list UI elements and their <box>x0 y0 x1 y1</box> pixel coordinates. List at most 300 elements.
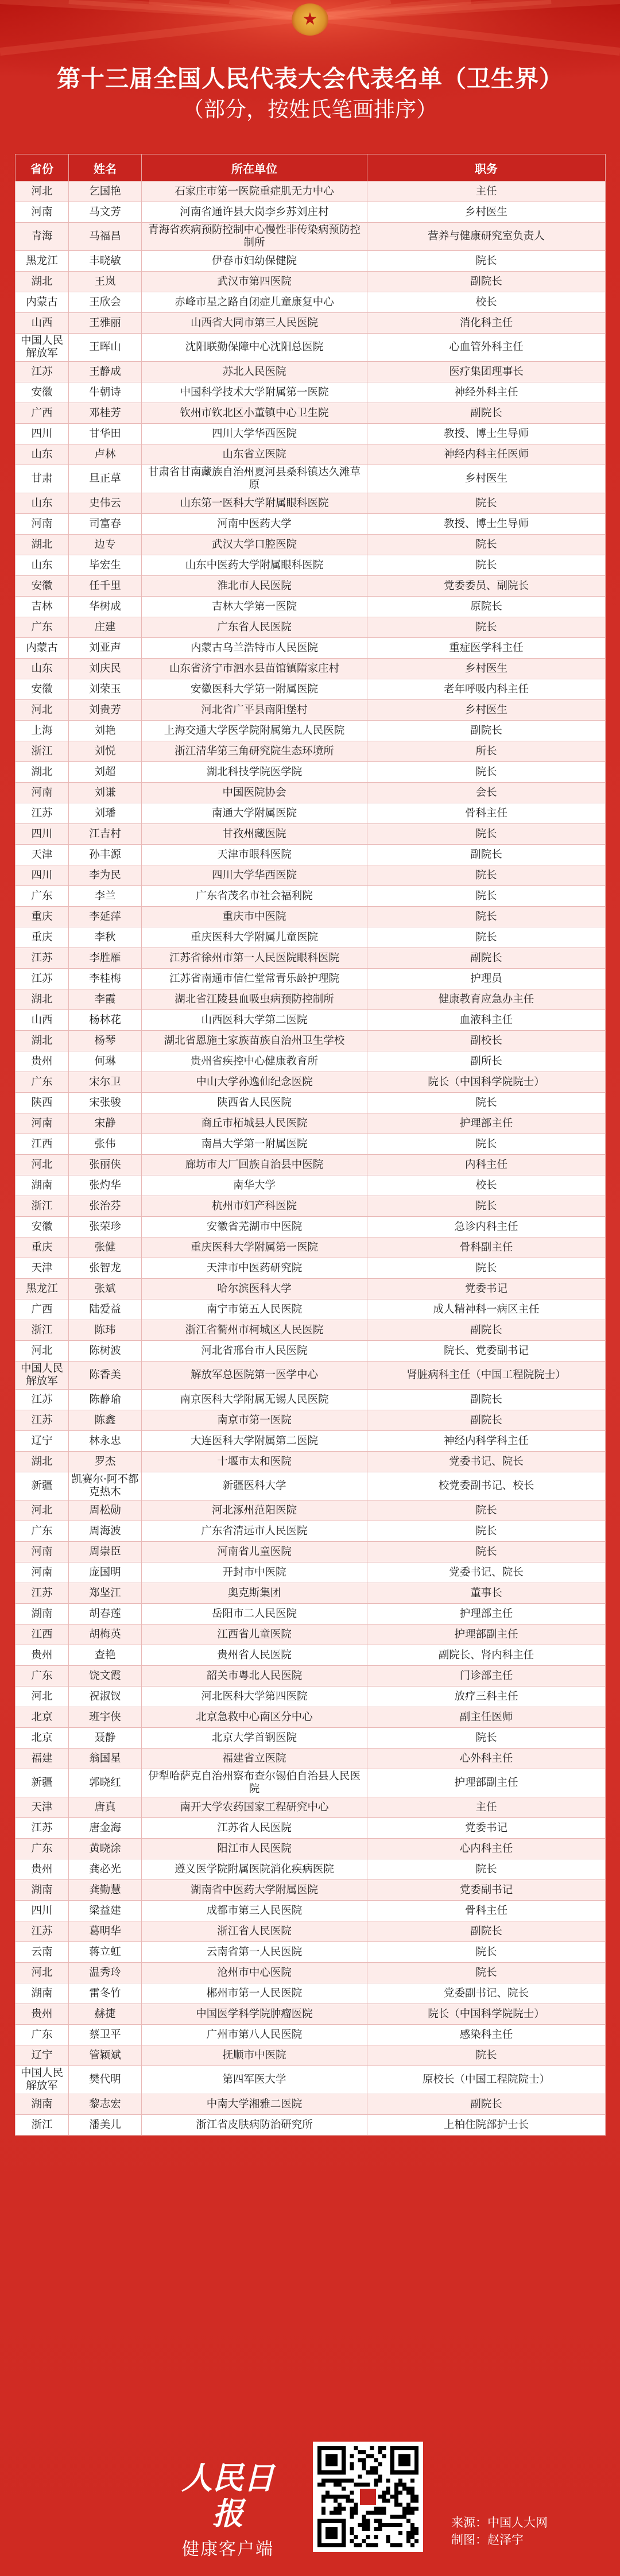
cell-province: 安徽 <box>16 576 69 597</box>
cell-province: 山东 <box>16 659 69 679</box>
cell-province: 山西 <box>16 1010 69 1031</box>
cell-province: 浙江 <box>16 2115 69 2136</box>
cell-name: 王晖山 <box>69 334 142 362</box>
cell-province: 新疆 <box>16 1472 69 1500</box>
cell-province: 湖南 <box>16 2094 69 2115</box>
cell-name: 张健 <box>69 1237 142 1258</box>
cell-position: 院长 <box>367 907 606 927</box>
cell-unit: 甘肃省甘南藏族自治州夏河县桑科镇达久滩草原 <box>142 465 367 493</box>
cell-name: 刘艳 <box>69 721 142 741</box>
table-row <box>16 1839 606 1859</box>
cell-unit: 南京市第一医院 <box>142 1410 367 1431</box>
cell-unit: 中国医学科学院肿瘤医院 <box>142 2004 367 2025</box>
cell-name: 马福昌 <box>69 223 142 251</box>
cell-name: 史伟云 <box>69 493 142 514</box>
cell-name: 刘谦 <box>69 783 142 803</box>
cell-province: 河南 <box>16 1542 69 1562</box>
cell-position: 校长 <box>367 1175 606 1196</box>
cell-province: 江苏 <box>16 803 69 824</box>
table-row <box>16 555 606 576</box>
cell-position: 神经内科主任医师 <box>367 444 606 465</box>
cell-position: 副院长、肾内科主任 <box>367 1645 606 1666</box>
table-row <box>16 362 606 382</box>
cell-province: 河北 <box>16 1500 69 1521</box>
cell-name: 毕宏生 <box>69 555 142 576</box>
cell-province: 中国人民解放军 <box>16 334 69 362</box>
cell-position: 党委副书记 <box>367 1880 606 1901</box>
cell-position: 教授、博士生导师 <box>367 424 606 444</box>
table-row <box>16 1562 606 1583</box>
cell-name: 张伟 <box>69 1134 142 1155</box>
cell-province: 河南 <box>16 1562 69 1583</box>
cell-position: 副主任医师 <box>367 1707 606 1728</box>
cell-position: 院长 <box>367 1093 606 1113</box>
cell-unit: 淮北市人民医院 <box>142 576 367 597</box>
credits <box>451 2514 548 2548</box>
cell-position: 党委委员、副院长 <box>367 576 606 597</box>
cell-unit: 重庆医科大学附属儿童医院 <box>142 927 367 948</box>
cell-position: 营养与健康研究室负责人 <box>367 223 606 251</box>
cell-unit: 江苏省徐州市第一人民医院眼科医院 <box>142 948 367 969</box>
table-row <box>16 1645 606 1666</box>
cell-unit: 湖北省恩施土家族苗族自治州卫生学校 <box>142 1031 367 1051</box>
cell-unit: 沈阳联勤保障中心沈阳总医院 <box>142 334 367 362</box>
table-row <box>16 1472 606 1500</box>
cell-unit: 福建省立医院 <box>142 1749 367 1769</box>
cell-province: 江西 <box>16 1134 69 1155</box>
cell-unit: 遵义医学院附属医院消化疾病医院 <box>142 1859 367 1880</box>
table-row <box>16 1687 606 1707</box>
cell-position: 校党委副书记、校长 <box>367 1472 606 1500</box>
cell-name: 江吉村 <box>69 824 142 845</box>
table-row <box>16 1942 606 1963</box>
national-emblem-icon: ★ <box>292 3 328 36</box>
cell-name: 王静成 <box>69 362 142 382</box>
cell-unit: 天津市眼科医院 <box>142 845 367 865</box>
qr-code-icon <box>317 2446 418 2547</box>
cell-name: 张丽侠 <box>69 1155 142 1175</box>
table-row <box>16 1604 606 1624</box>
cell-unit: 第四军医大学 <box>142 2066 367 2094</box>
cell-province: 浙江 <box>16 1196 69 1217</box>
cell-province: 安徽 <box>16 1217 69 1237</box>
cell-province: 山西 <box>16 313 69 334</box>
table-row <box>16 272 606 292</box>
cell-name: 王岚 <box>69 272 142 292</box>
cell-unit: 南华大学 <box>142 1175 367 1196</box>
cell-unit: 河南中医药大学 <box>142 514 367 535</box>
cell-position: 院长 <box>367 927 606 948</box>
cell-unit: 武汉市第四医院 <box>142 272 367 292</box>
cell-unit: 赤峰市星之路自闭症儿童康复中心 <box>142 292 367 313</box>
cell-position: 原校长（中国工程院院士） <box>367 2066 606 2094</box>
cell-province: 湖南 <box>16 1604 69 1624</box>
cell-name: 郭晓红 <box>69 1769 142 1797</box>
cell-position: 重症医学科主任 <box>367 638 606 659</box>
cell-name: 雷冬竹 <box>69 1983 142 2004</box>
cell-name: 蒋立虹 <box>69 1942 142 1963</box>
cell-position: 院长 <box>367 1728 606 1749</box>
cell-position: 护理部主任 <box>367 1604 606 1624</box>
table-row <box>16 1299 606 1320</box>
cell-province: 辽宁 <box>16 1431 69 1452</box>
table-row <box>16 202 606 223</box>
cell-province: 新疆 <box>16 1769 69 1797</box>
cell-unit: 北京大学首钢医院 <box>142 1728 367 1749</box>
cell-unit: 哈尔滨医科大学 <box>142 1279 367 1299</box>
cell-position: 副院长 <box>367 845 606 865</box>
cell-province: 浙江 <box>16 741 69 762</box>
cell-unit: 解放军总医院第一医学中心 <box>142 1362 367 1390</box>
cell-name: 周松勋 <box>69 1500 142 1521</box>
table-row <box>16 1390 606 1410</box>
cell-unit: 湖南省中医药大学附属医院 <box>142 1880 367 1901</box>
cell-unit: 山东省立医院 <box>142 444 367 465</box>
table-row <box>16 907 606 927</box>
cell-unit: 江苏省人民医院 <box>142 1818 367 1839</box>
cell-name: 陈树波 <box>69 1341 142 1362</box>
cell-position: 院长 <box>367 1542 606 1562</box>
table-row <box>16 1258 606 1279</box>
column-header-position: 职务 <box>367 154 606 181</box>
column-header-unit: 所在单位 <box>142 154 367 181</box>
cell-name: 丰晓敏 <box>69 251 142 272</box>
cell-name: 聂静 <box>69 1728 142 1749</box>
table-row <box>16 1707 606 1728</box>
cell-unit: 湖北科技学院医学院 <box>142 762 367 783</box>
logo-text: 人民日报 <box>181 2459 274 2532</box>
cell-name: 周海波 <box>69 1521 142 1542</box>
cell-position: 党委书记、院长 <box>367 1452 606 1472</box>
cell-position: 消化科主任 <box>367 313 606 334</box>
cell-name: 李秋 <box>69 927 142 948</box>
table-row <box>16 1072 606 1093</box>
cell-position: 院长 <box>367 535 606 555</box>
cell-unit: 中南大学湘雅二医院 <box>142 2094 367 2115</box>
cell-name: 庄建 <box>69 617 142 638</box>
cell-province: 广东 <box>16 1839 69 1859</box>
cell-province: 天津 <box>16 1797 69 1818</box>
table-row <box>16 1880 606 1901</box>
cell-name: 周崇臣 <box>69 1542 142 1562</box>
cell-unit: 苏北人民医院 <box>142 362 367 382</box>
cell-name: 乞国艳 <box>69 181 142 202</box>
cell-province: 云南 <box>16 1942 69 1963</box>
cell-position: 院长（中国科学院院士） <box>367 2004 606 2025</box>
cell-position: 院长 <box>367 555 606 576</box>
table-row <box>16 223 606 251</box>
cell-unit: 山东第一医科大学附属眼科医院 <box>142 493 367 514</box>
cell-position: 副院长 <box>367 1410 606 1431</box>
cell-position: 副所长 <box>367 1051 606 1072</box>
cell-position: 院长 <box>367 1942 606 1963</box>
cell-position: 院长 <box>367 1500 606 1521</box>
cell-unit: 广东省人民医院 <box>142 617 367 638</box>
cell-unit: 重庆市中医院 <box>142 907 367 927</box>
cell-unit: 阳江市人民医院 <box>142 1839 367 1859</box>
table-row <box>16 2045 606 2066</box>
table-row <box>16 181 606 202</box>
table-row <box>16 576 606 597</box>
cell-name: 华树成 <box>69 597 142 617</box>
cell-name: 司富春 <box>69 514 142 535</box>
cell-position: 血液科主任 <box>367 1010 606 1031</box>
cell-position: 门诊部主任 <box>367 1666 606 1687</box>
deputies-table <box>15 154 606 2136</box>
cell-unit: 青海省疾病预防控制中心慢性非传染病预防控制所 <box>142 223 367 251</box>
table-row <box>16 741 606 762</box>
cell-unit: 湖北省江陵县血吸虫病预防控制所 <box>142 989 367 1010</box>
cell-position: 副院长 <box>367 2094 606 2115</box>
cell-position: 副院长 <box>367 1921 606 1942</box>
table-row <box>16 927 606 948</box>
cell-name: 唐金海 <box>69 1818 142 1839</box>
cell-province: 四川 <box>16 424 69 444</box>
table-row <box>16 679 606 700</box>
cell-position: 副院长 <box>367 948 606 969</box>
table-row <box>16 292 606 313</box>
cell-name: 张灼华 <box>69 1175 142 1196</box>
cell-province: 河北 <box>16 1963 69 1983</box>
cell-province: 广东 <box>16 2025 69 2045</box>
cell-position: 副院长 <box>367 1320 606 1341</box>
cell-position: 院长 <box>367 1258 606 1279</box>
cell-unit: 韶关市粤北人民医院 <box>142 1666 367 1687</box>
cell-position: 心内科主任 <box>367 1839 606 1859</box>
cell-province: 安徽 <box>16 382 69 403</box>
cell-position: 骨科主任 <box>367 1901 606 1921</box>
cell-position: 心外科主任 <box>367 1749 606 1769</box>
cell-position: 护理部主任 <box>367 1113 606 1134</box>
cell-province: 重庆 <box>16 1237 69 1258</box>
cell-unit: 江西省儿童医院 <box>142 1624 367 1645</box>
cell-name: 陈香美 <box>69 1362 142 1390</box>
cell-province: 四川 <box>16 865 69 886</box>
cell-province: 河南 <box>16 514 69 535</box>
cell-province: 江苏 <box>16 1390 69 1410</box>
cell-name: 陈静瑜 <box>69 1390 142 1410</box>
deputies-table-wrapper <box>15 154 605 2136</box>
table-row <box>16 2115 606 2136</box>
table-body <box>16 181 606 2136</box>
cell-position: 院长 <box>367 251 606 272</box>
cell-province: 河南 <box>16 783 69 803</box>
cell-position: 副院长 <box>367 272 606 292</box>
cell-unit: 南通大学附属医院 <box>142 803 367 824</box>
cell-position: 护理部副主任 <box>367 1624 606 1645</box>
cell-province: 广东 <box>16 1072 69 1093</box>
cell-province: 北京 <box>16 1707 69 1728</box>
cell-position: 教授、博士生导师 <box>367 514 606 535</box>
cell-unit: 钦州市钦北区小董镇中心卫生院 <box>142 403 367 424</box>
cell-position: 院长 <box>367 1521 606 1542</box>
producer-text: 制图：赵泽宇 <box>451 2533 524 2547</box>
cell-name: 刘悦 <box>69 741 142 762</box>
table-row <box>16 1010 606 1031</box>
cell-position: 老年呼吸内科主任 <box>367 679 606 700</box>
cell-position: 健康教育应急办主任 <box>367 989 606 1010</box>
cell-province: 中国人民解放军 <box>16 1362 69 1390</box>
cell-province: 天津 <box>16 845 69 865</box>
cell-name: 张斌 <box>69 1279 142 1299</box>
table-row <box>16 721 606 741</box>
table-row <box>16 783 606 803</box>
cell-unit: 天津市中医药研究院 <box>142 1258 367 1279</box>
cell-position: 党委副书记、院长 <box>367 1983 606 2004</box>
cell-position: 神经外科主任 <box>367 382 606 403</box>
cell-province: 湖南 <box>16 1880 69 1901</box>
cell-position: 主任 <box>367 1797 606 1818</box>
cell-unit: 四川大学华西医院 <box>142 424 367 444</box>
table-row <box>16 1155 606 1175</box>
table-header-row <box>16 154 606 181</box>
cell-name: 旦正草 <box>69 465 142 493</box>
cell-position: 副院长 <box>367 721 606 741</box>
cell-province: 山东 <box>16 444 69 465</box>
cell-name: 胡梅英 <box>69 1624 142 1645</box>
cell-position: 院长 <box>367 617 606 638</box>
cell-province: 青海 <box>16 223 69 251</box>
cell-unit: 陕西省人民医院 <box>142 1093 367 1113</box>
cell-position: 院长 <box>367 2045 606 2066</box>
cell-name: 刘荣玉 <box>69 679 142 700</box>
cell-name: 郑坚江 <box>69 1583 142 1604</box>
cell-unit: 内蒙古乌兰浩特市人民医院 <box>142 638 367 659</box>
cell-position: 心血管外科主任 <box>367 334 606 362</box>
cell-province: 湖北 <box>16 762 69 783</box>
cell-name: 陈鑫 <box>69 1410 142 1431</box>
cell-position: 骨科副主任 <box>367 1237 606 1258</box>
table-row <box>16 659 606 679</box>
cell-unit: 石家庄市第一医院重症肌无力中心 <box>142 181 367 202</box>
cell-position: 放疗三科主任 <box>367 1687 606 1707</box>
cell-province: 安徽 <box>16 679 69 700</box>
cell-position: 董事长 <box>367 1583 606 1604</box>
cell-province: 江苏 <box>16 1583 69 1604</box>
cell-unit: 甘孜州藏医院 <box>142 824 367 845</box>
cell-province: 黑龙江 <box>16 1279 69 1299</box>
table-row <box>16 1749 606 1769</box>
cell-province: 河北 <box>16 1341 69 1362</box>
cell-name: 何琳 <box>69 1051 142 1072</box>
cell-unit: 北京急救中心南区分中心 <box>142 1707 367 1728</box>
cell-name: 翁国星 <box>69 1749 142 1769</box>
cell-name: 梁益建 <box>69 1901 142 1921</box>
cell-province: 上海 <box>16 721 69 741</box>
cell-position: 党委书记 <box>367 1279 606 1299</box>
table-row <box>16 1431 606 1452</box>
cell-position: 乡村医生 <box>367 700 606 721</box>
cell-name: 张智龙 <box>69 1258 142 1279</box>
cell-position: 骨科主任 <box>367 803 606 824</box>
cell-province: 广东 <box>16 886 69 907</box>
cell-unit: 奥克斯集团 <box>142 1583 367 1604</box>
cell-name: 宋张骏 <box>69 1093 142 1113</box>
cell-unit: 抚顺市中医院 <box>142 2045 367 2066</box>
cell-name: 黎志宏 <box>69 2094 142 2115</box>
table-row <box>16 313 606 334</box>
cell-unit: 河南省儿童医院 <box>142 1542 367 1562</box>
cell-name: 刘亚声 <box>69 638 142 659</box>
cell-name: 李桂梅 <box>69 969 142 989</box>
page-title: 第十三届全国人民代表大会代表名单（卫生界） <box>57 65 563 92</box>
source-text: 来源：中国人大网 <box>451 2516 548 2529</box>
cell-unit: 安徽医科大学第一附属医院 <box>142 679 367 700</box>
cell-unit: 山东中医药大学附属眼科医院 <box>142 555 367 576</box>
people-daily-logo <box>168 2460 288 2560</box>
cell-unit: 云南省第一人民医院 <box>142 1942 367 1963</box>
cell-name: 陈玮 <box>69 1320 142 1341</box>
cell-unit: 开封市中医院 <box>142 1562 367 1583</box>
table-row <box>16 886 606 907</box>
cell-unit: 商丘市柘城县人民医院 <box>142 1113 367 1134</box>
cell-province: 浙江 <box>16 1320 69 1341</box>
table-row <box>16 1797 606 1818</box>
cell-name: 李胜雁 <box>69 948 142 969</box>
cell-position: 主任 <box>367 181 606 202</box>
table-row <box>16 1113 606 1134</box>
cell-name: 刘超 <box>69 762 142 783</box>
cell-province: 湖北 <box>16 1031 69 1051</box>
cell-name: 李延萍 <box>69 907 142 927</box>
cell-province: 内蒙古 <box>16 292 69 313</box>
cell-name: 刘璠 <box>69 803 142 824</box>
cell-name: 陆爱益 <box>69 1299 142 1320</box>
table-row <box>16 424 606 444</box>
cell-province: 贵州 <box>16 1859 69 1880</box>
cell-name: 牛朝诗 <box>69 382 142 403</box>
table-row <box>16 1237 606 1258</box>
cell-name: 林永忠 <box>69 1431 142 1452</box>
cell-unit: 武汉大学口腔医院 <box>142 535 367 555</box>
cell-name: 任千里 <box>69 576 142 597</box>
cell-name: 温秀玲 <box>69 1963 142 1983</box>
table-row <box>16 1279 606 1299</box>
cell-province: 江苏 <box>16 1921 69 1942</box>
cell-name: 马文芳 <box>69 202 142 223</box>
cell-unit: 浙江省人民医院 <box>142 1921 367 1942</box>
cell-province: 广东 <box>16 617 69 638</box>
table-row <box>16 2094 606 2115</box>
cell-name: 宋尔卫 <box>69 1072 142 1093</box>
cell-position: 护理部副主任 <box>367 1769 606 1797</box>
cell-province: 甘肃 <box>16 465 69 493</box>
cell-position: 会长 <box>367 783 606 803</box>
cell-province: 广西 <box>16 1299 69 1320</box>
cell-name: 唐真 <box>69 1797 142 1818</box>
cell-unit: 廊坊市大厂回族自治县中医院 <box>142 1155 367 1175</box>
table-row <box>16 1134 606 1155</box>
cell-unit: 杭州市妇产科医院 <box>142 1196 367 1217</box>
cell-name: 黄晓涂 <box>69 1839 142 1859</box>
cell-unit: 伊春市妇幼保健院 <box>142 251 367 272</box>
cell-unit: 沧州市中心医院 <box>142 1963 367 1983</box>
cell-unit: 江苏省南通市信仁堂常青乐龄护理院 <box>142 969 367 989</box>
table-row <box>16 535 606 555</box>
table-row <box>16 1666 606 1687</box>
cell-position: 急诊内科主任 <box>367 1217 606 1237</box>
cell-unit: 重庆医科大学附属第一医院 <box>142 1237 367 1258</box>
cell-unit: 广东省茂名市社会福利院 <box>142 886 367 907</box>
cell-position: 党委书记、院长 <box>367 1562 606 1583</box>
cell-name: 王雅丽 <box>69 313 142 334</box>
cell-unit: 浙江省皮肤病防治研究所 <box>142 2115 367 2136</box>
cell-province: 山东 <box>16 493 69 514</box>
cell-unit: 河北涿州范阳医院 <box>142 1500 367 1521</box>
cell-position: 院长、党委副书记 <box>367 1341 606 1362</box>
cell-province: 河北 <box>16 181 69 202</box>
cell-name: 孙丰源 <box>69 845 142 865</box>
